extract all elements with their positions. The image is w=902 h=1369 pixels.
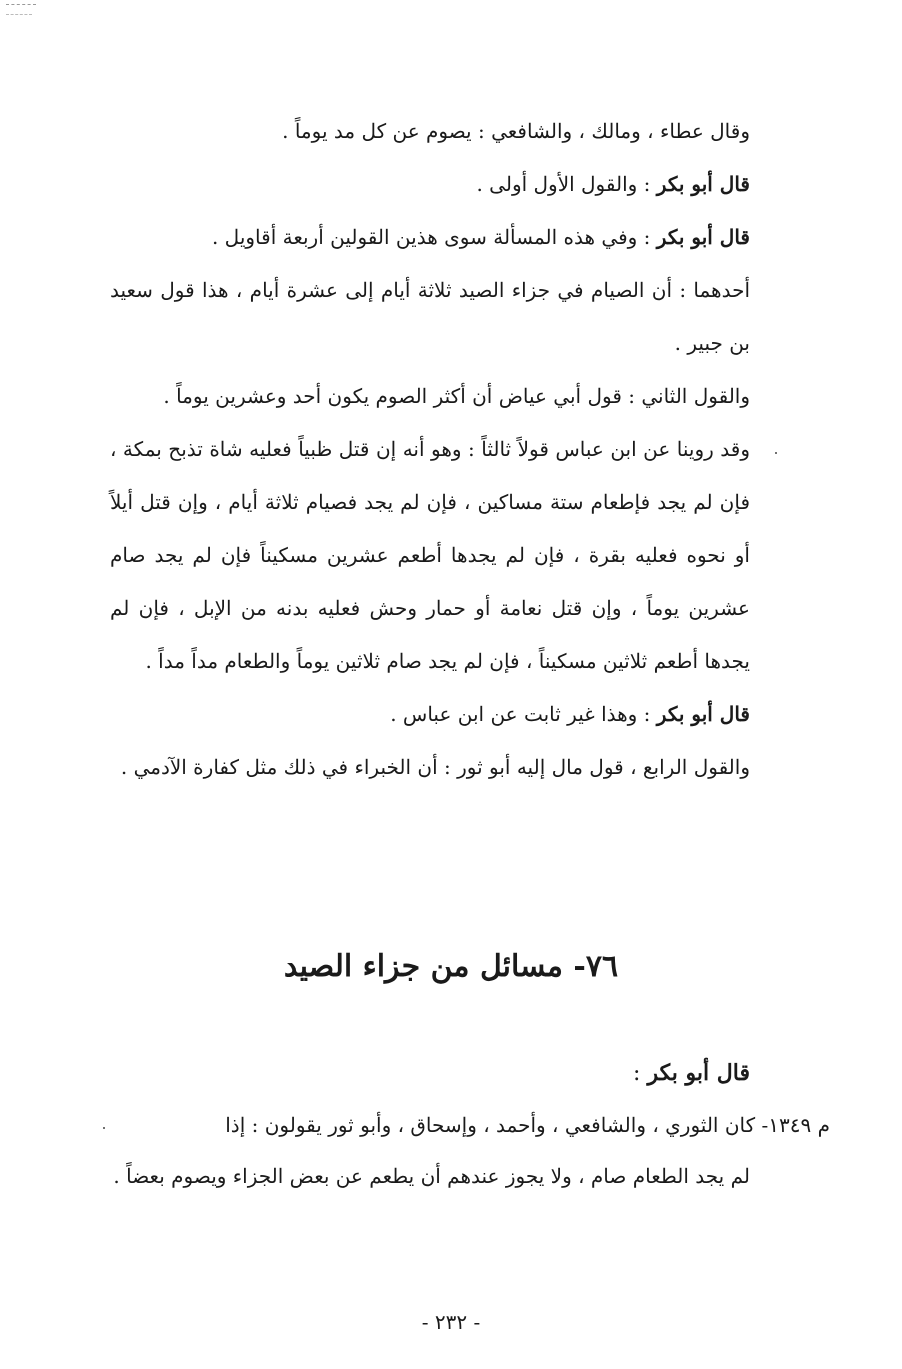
paragraph	[110, 105, 750, 158]
speaker-label: قال أبو بكر	[656, 702, 750, 726]
issue-continuation: لم يجد الطعام صام ، ولا يجوز عندهم أن يطعم عن بعض الجزاء ويصوم بعضاً .	[113, 1164, 750, 1188]
scan-speck	[775, 452, 777, 454]
paragraph-text: والقول الرابع ، قول مال إليه أبو ثور : أن الخبراء في ذلك مثل كفارة الآدمي .	[120, 755, 750, 779]
speaker-label: قال أبو بكر	[647, 1060, 750, 1086]
speaker-label: قال أبو بكر	[656, 225, 750, 249]
issue-first-line	[110, 1100, 830, 1150]
issue-marker: م ١٣٤٩-	[761, 1113, 830, 1137]
speaker-heading	[110, 1048, 750, 1099]
section-title: ٧٦- مسائل من جزاء الصيد	[283, 949, 619, 984]
paragraph-text: والقول الثاني : قول أبي عياض أن أكثر الصوم يكون أحد وعشرين يوماً .	[163, 384, 750, 408]
paragraph-text: : وهذا غير ثابت عن ابن عباس .	[390, 702, 657, 726]
speaker-label: قال أبو بكر	[656, 172, 750, 196]
paragraph	[110, 158, 750, 211]
paragraph-text: : والقول الأول أولى .	[476, 172, 657, 196]
paragraph-text: أحدهما : أن الصيام في جزاء الصيد ثلاثة أيام إلى عشرة أيام ، هذا قول سعيد بن جبير .	[110, 278, 750, 355]
scan-mark	[6, 14, 32, 16]
scan-speck	[103, 1127, 105, 1129]
page-number: - ٢٣٢ -	[421, 1310, 481, 1334]
speaker-colon: :	[633, 1061, 648, 1086]
paragraph	[110, 264, 750, 370]
paragraph	[110, 741, 750, 794]
paragraph	[110, 211, 750, 264]
paragraph-text: وقد روينا عن ابن عباس قولاً ثالثاً : وهو أنه إن قتل ظبياً فعليه شاة تذبح بمكة ، فإن لم يجد فإطعام ستة مساكين ، فإن لم يجد فصيام ثلاثة أيام ، وإن قتل أيلاً أو نحوه فعليه بقرة ، فإن لم يجدها أطعم عشرين مسكيناً فإن لم يجد صام عشرين يوماً ، وإن قتل نعامة أو حمار وحش فعليه بدنه من الإبل ، فإن لم يجدها أطعم ثلاثين مسكيناً ، فإن لم يجد صام ثلاثين يوماً والطعام مداً مداً .	[110, 437, 750, 673]
paragraph	[110, 688, 750, 741]
paragraph-text: وقال عطاء ، ومالك ، والشافعي : يصوم عن كل مد يوماً .	[282, 119, 750, 143]
paragraph-text: : وفي هذه المسألة سوى هذين القولين أربعة أقاويل .	[211, 225, 657, 249]
scan-mark	[6, 4, 36, 6]
issue-text: كان الثوري ، والشافعي ، وأحمد ، وإسحاق ، وأبو ثور يقولون : إذا	[225, 1113, 762, 1137]
paragraph	[110, 423, 750, 688]
body-text	[110, 105, 750, 794]
paragraph	[110, 370, 750, 423]
